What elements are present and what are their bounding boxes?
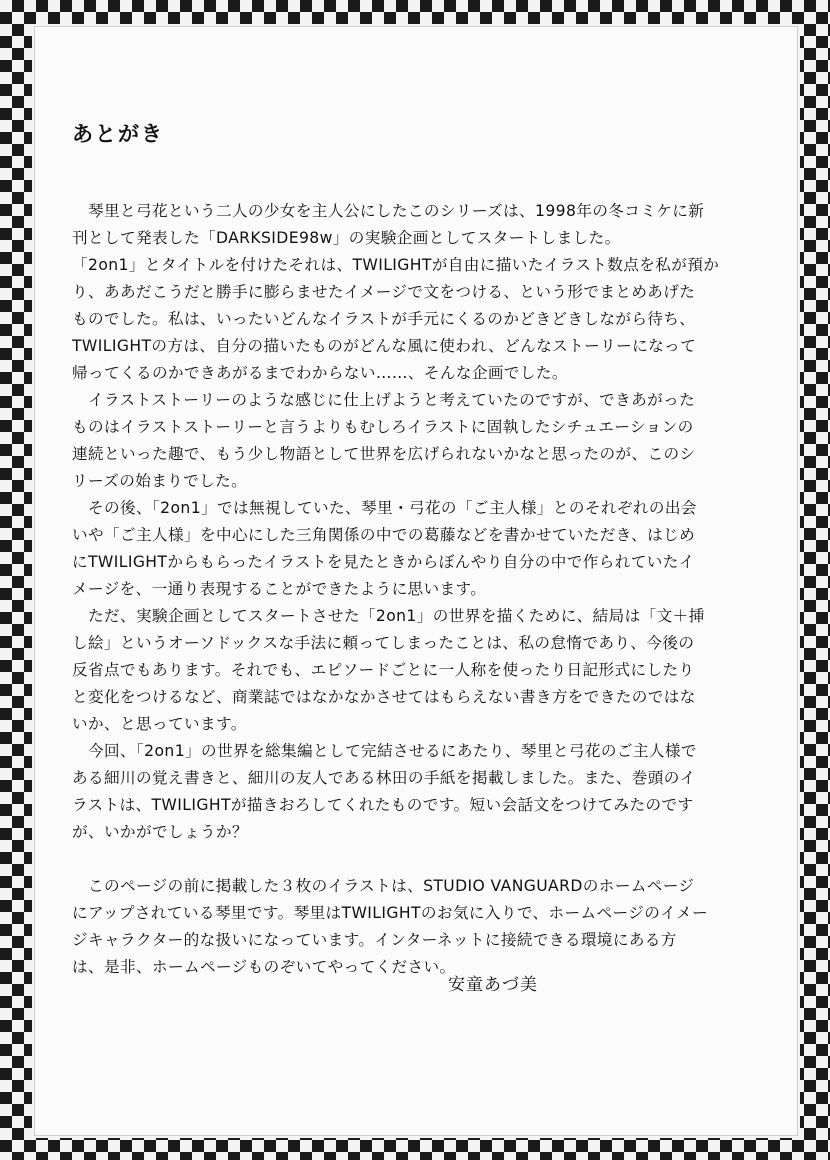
paragraph-1	[72, 198, 720, 387]
text-line: が、いかがでしょうか？	[72, 823, 248, 841]
page-title: あとがき	[72, 122, 164, 146]
author-signature: 安童あづ美	[448, 975, 538, 995]
text-line: にアップされている琴里です。琴里はTWILIGHTのお気に入りで、ホームページのイメー	[72, 904, 709, 922]
paragraph-5	[72, 738, 712, 846]
text-line: 帰ってくるのかできあがるまでわからない……、そんな企画でした。	[72, 364, 568, 382]
text-line: イラストストーリーのような感じに仕上げようと考えていたのですが、できあがった	[72, 391, 696, 409]
text-line: り、ああだこうだと勝手に膨らませたイメージで文をつける、という形でまとめあげた	[72, 283, 696, 301]
text-line: メージを、一通り表現することができたように思います。	[72, 580, 487, 598]
paragraph-4	[72, 603, 712, 738]
text-line: いや「ご主人様」を中心にした三角関係の中での葛藤などを書かせていただき、はじめ	[72, 526, 696, 544]
text-line: 反省点でもあります。それでも、エピソードごとに一人称を使ったり日記形式にしたり	[72, 661, 695, 679]
text-line: と変化をつけるなど、商業誌ではなかなかさせてはもらえない書き方をできたのではな	[72, 688, 696, 706]
afterword-body	[72, 198, 720, 981]
text-line: 刊として発表した「DARKSIDE98w」の実験企画としてスタートしました。	[72, 229, 621, 247]
text-line: その後、「2on1」では無視していた、琴里・弓花の「ご主人様」とのそれぞれの出会	[72, 499, 697, 517]
text-line: ただ、実験企画としてスタートさせた「2on1」の世界を描くために、結局は「文＋挿	[72, 607, 705, 625]
paragraph-gap	[72, 846, 712, 873]
text-line: 琴里と弓花という二人の少女を主人公にしたこのシリーズは、1998年の冬コミケに新	[72, 202, 705, 220]
text-line: このページの前に掲載した３枚のイラストは、STUDIO VANGUARDのホームページ	[72, 877, 695, 895]
text-line: 「2on1」とタイトルを付けたそれは、TWILIGHTが自由に描いたイラスト数点を私が預か	[72, 256, 720, 274]
text-line: にTWILIGHTからもらったイラストを見たときからぼんやり自分の中で作られていたイ	[72, 553, 695, 571]
text-line: 今回、「2on1」の世界を総集編として完結させるにあたり、琴里と弓花のご主人様で	[72, 742, 697, 760]
text-line: いか、と思っています。	[72, 715, 247, 733]
text-line: ものはイラストストーリーと言うよりもむしろイラストに固執したシチュエーションの	[72, 418, 694, 436]
paragraph-3	[72, 495, 712, 603]
text-line: は、是非、ホームページものぞいてやってください。	[72, 958, 456, 976]
paragraph-6	[72, 873, 712, 981]
paragraph-2	[72, 387, 712, 495]
text-line: リーズの始まりでした。	[72, 472, 248, 490]
text-line: ラストは、TWILIGHTが描きおろしてくれたものです。短い会話文をつけてみたのです	[72, 796, 694, 814]
text-line: ある細川の覚え書きと、細川の友人である林田の手紙を掲載しました。また、巻頭のイ	[72, 769, 696, 787]
text-line: TWILIGHTの方は、自分の描いたものがどんな風に使われ、どんなストーリーになって	[72, 337, 697, 355]
text-line: し絵」というオーソドックスな手法に頼ってしまったことは、私の怠惰であり、今後の	[72, 634, 695, 652]
text-line: ジキャラクター的な扱いになっています。インターネットに接続できる環境にある方	[72, 931, 677, 949]
text-line: ものでした。私は、いったいどんなイラストが手元にくるのかどきどきしながら待ち、	[72, 310, 696, 328]
text-line: 連続といった趣で、もう少し物語として世界を広げられないかなと思ったのが、このシ	[72, 445, 696, 463]
